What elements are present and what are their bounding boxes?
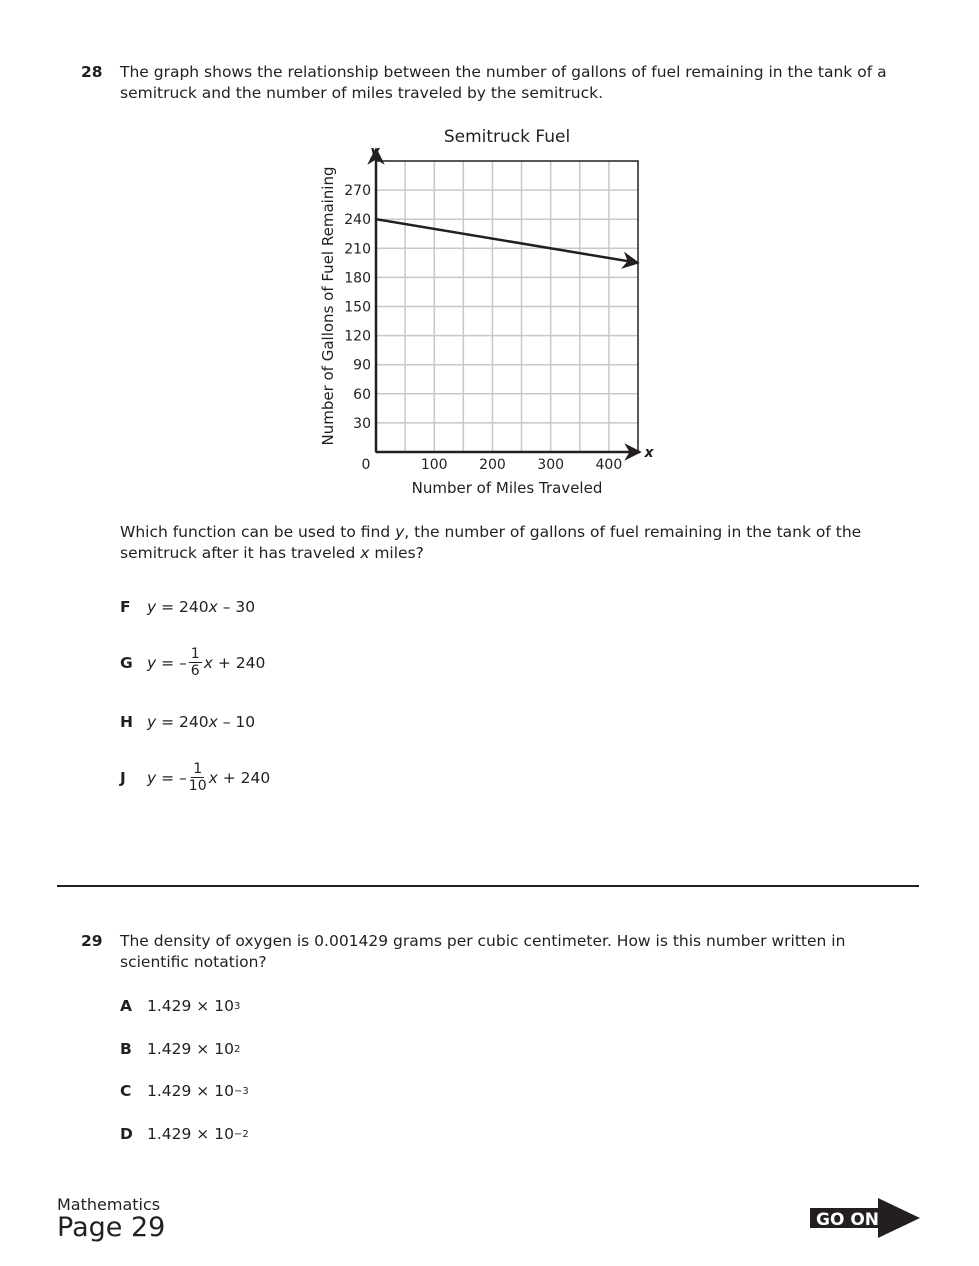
go-on-arrow-icon: [810, 1198, 920, 1238]
answer-option-j[interactable]: [120, 761, 270, 794]
y-tick-label: 30: [353, 415, 371, 432]
x-tick-label: 0: [361, 457, 371, 473]
denominator: 6: [190, 663, 200, 679]
expr: = 240: [156, 598, 209, 616]
option-letter: G: [120, 653, 133, 672]
var-x: x: [208, 713, 218, 731]
question-number: 28: [81, 63, 103, 81]
chart-series: [376, 219, 638, 263]
option-letter: D: [120, 1125, 133, 1143]
prompt-text: miles?: [369, 544, 424, 562]
y-tick-label: 240: [344, 212, 371, 229]
expr: + 240: [217, 768, 271, 787]
denominator: 10: [188, 778, 207, 794]
answer-option-h[interactable]: [120, 713, 255, 731]
option-letter: J: [120, 768, 126, 787]
exponent: −3: [233, 1085, 249, 1097]
chart-grid: [376, 149, 640, 452]
option-letter: B: [120, 1040, 132, 1058]
y-axis-variable: y: [370, 144, 380, 160]
y-tick-label: 90: [353, 357, 371, 374]
exponent: −2: [233, 1128, 249, 1140]
expr: 1.429 × 10: [147, 1125, 234, 1143]
y-tick-label: 180: [344, 270, 371, 287]
footer-page-number: Page 29: [57, 1212, 166, 1243]
x-tick-label: 400: [595, 457, 623, 473]
var-x: x: [203, 653, 213, 672]
answer-option-c[interactable]: [120, 1082, 249, 1100]
exponent: 2: [233, 1043, 241, 1055]
numerator: 1: [190, 646, 200, 662]
y-tick-label: 210: [344, 241, 371, 258]
option-letter: H: [120, 713, 133, 731]
question-prompt: [120, 522, 890, 564]
expr: 1.429 × 10: [147, 1040, 234, 1058]
prompt-text: , the number of gallons of fuel remaining in the tank of the semitruck after it has traveled: [120, 523, 862, 562]
semitruck-fuel-chart: [0, 0, 979, 520]
var-y: y: [147, 653, 157, 672]
chart-title: Semitruck Fuel: [443, 127, 571, 147]
answer-option-d[interactable]: [120, 1125, 249, 1143]
expr: 1.429 × 10: [147, 997, 234, 1015]
var-y: y: [147, 598, 157, 616]
x-tick-label: 200: [479, 457, 506, 473]
y-tick-label: 270: [344, 183, 371, 200]
footer-subject: Mathematics: [57, 1195, 161, 1214]
question-text: The density of oxygen is 0.001429 grams per cubic centimeter. How is this number written in scientific notation?: [120, 932, 846, 971]
fraction: [189, 646, 202, 679]
expr: = –: [156, 653, 187, 672]
numerator: 1: [193, 761, 203, 777]
x-tick-labels: [362, 457, 623, 473]
x-axis-variable: x: [644, 445, 654, 461]
answer-option-f[interactable]: [120, 598, 255, 616]
x-tick-label: 100: [420, 457, 448, 473]
option-letter: A: [120, 997, 132, 1015]
y-tick-label: 120: [344, 328, 371, 345]
expr: = –: [156, 768, 187, 787]
expr: 1.429 × 10: [147, 1082, 234, 1100]
prompt-text: Which function can be used to find: [120, 523, 396, 541]
var-y: y: [147, 713, 157, 731]
prompt-var-y: y: [395, 523, 405, 541]
answer-option-a[interactable]: [120, 997, 240, 1015]
y-tick-labels: [344, 183, 371, 432]
x-axis-label: Number of Miles Traveled: [411, 479, 603, 497]
answer-option-b[interactable]: [120, 1040, 240, 1058]
option-letter: C: [120, 1082, 132, 1100]
question-number: 29: [81, 932, 103, 950]
prompt-var-x: x: [360, 544, 370, 562]
go-on-label: GO ON: [816, 1210, 880, 1230]
expr: + 240: [212, 653, 266, 672]
expr: – 30: [217, 598, 256, 616]
var-x: x: [208, 598, 218, 616]
expr: – 10: [217, 713, 256, 731]
fuel-line: [376, 219, 638, 263]
x-tick-label: 300: [537, 457, 565, 473]
answer-option-g[interactable]: [120, 646, 265, 679]
option-letter: F: [120, 598, 131, 616]
exponent: 3: [233, 1000, 241, 1012]
question-text: The graph shows the relationship between the number of gallons of fuel remaining in the tank of a semitruck and the number of miles traveled by the semitruck.: [120, 63, 887, 102]
var-y: y: [147, 768, 157, 787]
fraction: [189, 761, 207, 794]
y-tick-label: 150: [344, 299, 371, 316]
y-axis-label: Number of Gallons of Fuel Remaining: [319, 166, 337, 446]
expr: = 240: [156, 713, 209, 731]
var-x: x: [208, 768, 218, 787]
y-tick-label: 60: [353, 386, 371, 403]
section-divider: [57, 885, 919, 887]
